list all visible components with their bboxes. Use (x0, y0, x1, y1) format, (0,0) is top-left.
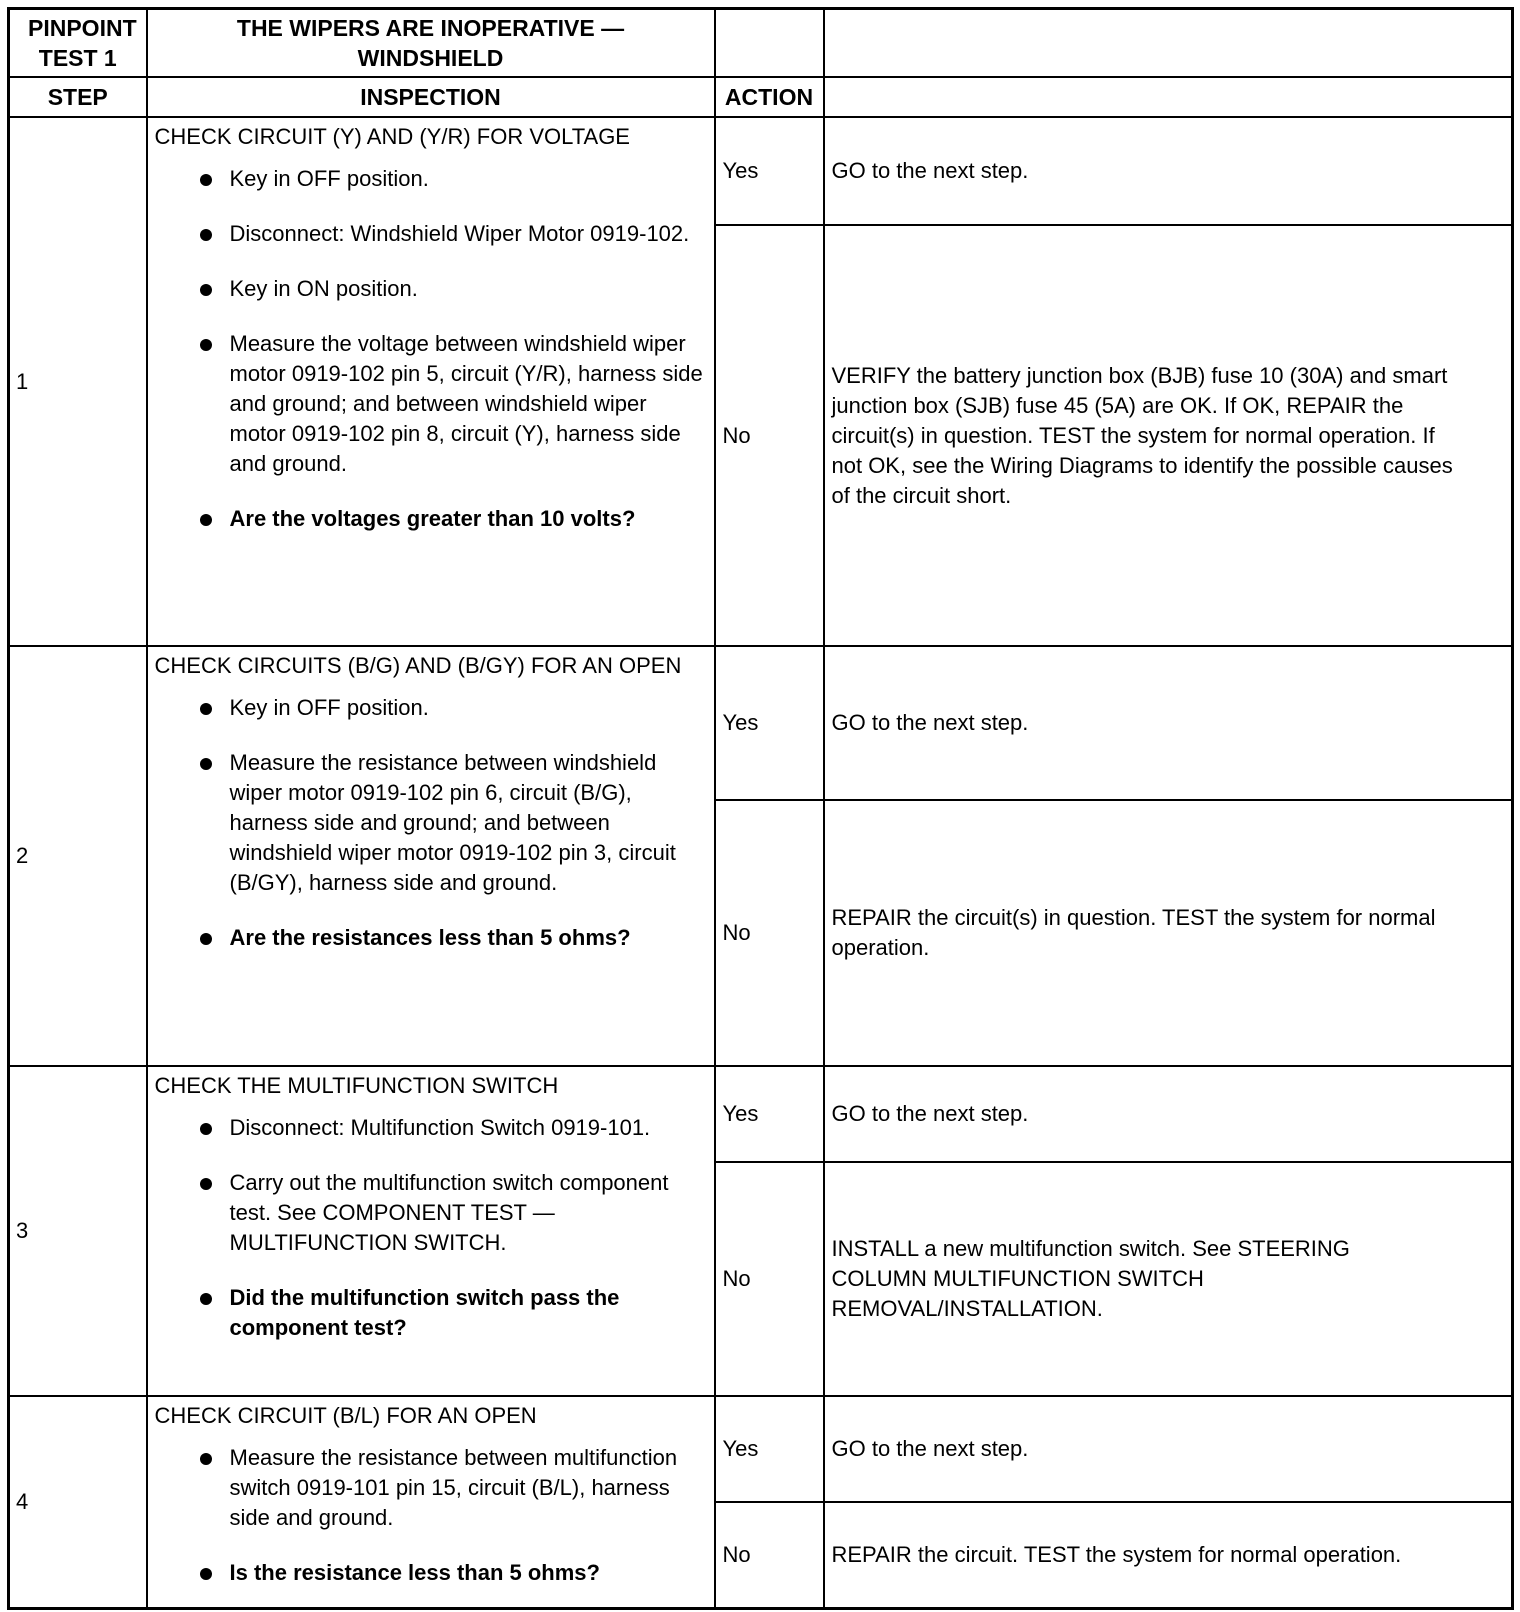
pinpoint-test-table (7, 7, 1514, 1610)
step-bullet-list (155, 1113, 708, 1343)
column-header-row (9, 77, 1513, 117)
bullet-icon (200, 933, 212, 945)
answer-yes: Yes (715, 646, 824, 800)
step-number: 3 (9, 1066, 147, 1396)
answer-no: No (715, 800, 824, 1066)
step-inspection (147, 1066, 715, 1396)
bullet-icon (200, 514, 212, 526)
column-header-empty (824, 77, 1513, 117)
bullet-icon (200, 174, 212, 186)
step-bullet-list (155, 1443, 708, 1588)
action-yes: GO to the next step. (824, 1396, 1513, 1502)
action-no: INSTALL a new multifunction switch. See STEERING COLUMN MULTIFUNCTION SWITCH REMOVAL/INSTALLATION. (824, 1162, 1513, 1396)
step-row-yes (9, 1066, 1513, 1162)
list-item: Disconnect: Multifunction Switch 0919-101. (155, 1113, 708, 1143)
step-title: CHECK CIRCUIT (B/L) FOR AN OPEN (154, 1403, 537, 1428)
column-header-action: ACTION (715, 77, 824, 117)
bullet-icon (200, 1568, 212, 1580)
list-item: Measure the resistance between multifunction switch 0919-101 pin 15, circuit (B/L), harness side and ground. (155, 1443, 708, 1533)
step-question: Did the multifunction switch pass the component test? (155, 1283, 708, 1343)
answer-no: No (715, 225, 824, 646)
list-item: Key in ON position. (155, 274, 708, 304)
answer-no: No (715, 1502, 824, 1608)
column-header-step: STEP (9, 77, 147, 117)
step-number: 2 (9, 646, 147, 1066)
bullet-icon (200, 1453, 212, 1465)
step-inspection (147, 1396, 715, 1608)
step-title: CHECK THE MULTIFUNCTION SWITCH (154, 1073, 559, 1098)
bullet-icon (200, 339, 212, 351)
header-empty-cell (715, 9, 824, 78)
step-row-yes (9, 1396, 1513, 1502)
action-no: REPAIR the circuit. TEST the system for normal operation. (824, 1502, 1513, 1608)
step-question: Is the resistance less than 5 ohms? (155, 1558, 708, 1588)
test-title-cell: THE WIPERS ARE INOPERATIVE — WINDSHIELD (147, 9, 715, 78)
step-inspection (147, 646, 715, 1066)
step-question: Are the voltages greater than 10 volts? (155, 504, 708, 534)
list-item: Measure the resistance between windshield wiper motor 0919-102 pin 6, circuit (B/G), harness side and ground; and between windshield wiper motor 0919-102 pin 3, circuit (B/GY), harness side and ground. (155, 748, 708, 898)
action-yes: GO to the next step. (824, 1066, 1513, 1162)
action-yes: GO to the next step. (824, 646, 1513, 800)
test-id-cell: PINPOINT TEST 1 (9, 9, 147, 78)
list-item: Disconnect: Windshield Wiper Motor 0919-102. (155, 219, 708, 249)
header-empty-cell (824, 9, 1513, 78)
bullet-icon (200, 703, 212, 715)
bullet-icon (200, 1178, 212, 1190)
bullet-icon (200, 284, 212, 296)
answer-yes: Yes (715, 117, 824, 225)
pinpoint-test-page (7, 7, 1511, 1610)
list-item: Key in OFF position. (155, 693, 708, 723)
action-yes: GO to the next step. (824, 117, 1513, 225)
step-row-yes (9, 646, 1513, 800)
step-bullet-list (155, 164, 708, 534)
bullet-icon (200, 1123, 212, 1135)
step-title: CHECK CIRCUITS (B/G) AND (B/GY) FOR AN OPEN (154, 653, 682, 678)
step-row-yes (9, 117, 1513, 225)
step-number: 4 (9, 1396, 147, 1608)
action-no: REPAIR the circuit(s) in question. TEST the system for normal operation. (824, 800, 1513, 1066)
bullet-icon (200, 229, 212, 241)
step-inspection (147, 117, 715, 646)
answer-yes: Yes (715, 1396, 824, 1502)
step-bullet-list (155, 693, 708, 953)
step-question: Are the resistances less than 5 ohms? (155, 923, 708, 953)
action-no: VERIFY the battery junction box (BJB) fuse 10 (30A) and smart junction box (SJB) fuse 45 (5A) are OK. If OK, REPAIR the circuit(s) in question. TEST the system for normal operation. If not OK, see the Wiring Diagrams to identify the possible causes of the circuit short. (824, 225, 1513, 646)
step-number: 1 (9, 117, 147, 646)
header-row (9, 9, 1513, 78)
column-header-inspection: INSPECTION (147, 77, 715, 117)
list-item: Key in OFF position. (155, 164, 708, 194)
list-item: Measure the voltage between windshield wiper motor 0919-102 pin 5, circuit (Y/R), harness side and ground; and between windshield wiper motor 0919-102 pin 8, circuit (Y), harness side and ground. (155, 329, 708, 479)
bullet-icon (200, 1293, 212, 1305)
list-item: Carry out the multifunction switch component test. See COMPONENT TEST — MULTIFUNCTION SWITCH. (155, 1168, 708, 1258)
answer-no: No (715, 1162, 824, 1396)
bullet-icon (200, 758, 212, 770)
answer-yes: Yes (715, 1066, 824, 1162)
step-title: CHECK CIRCUIT (Y) AND (Y/R) FOR VOLTAGE (154, 124, 630, 149)
